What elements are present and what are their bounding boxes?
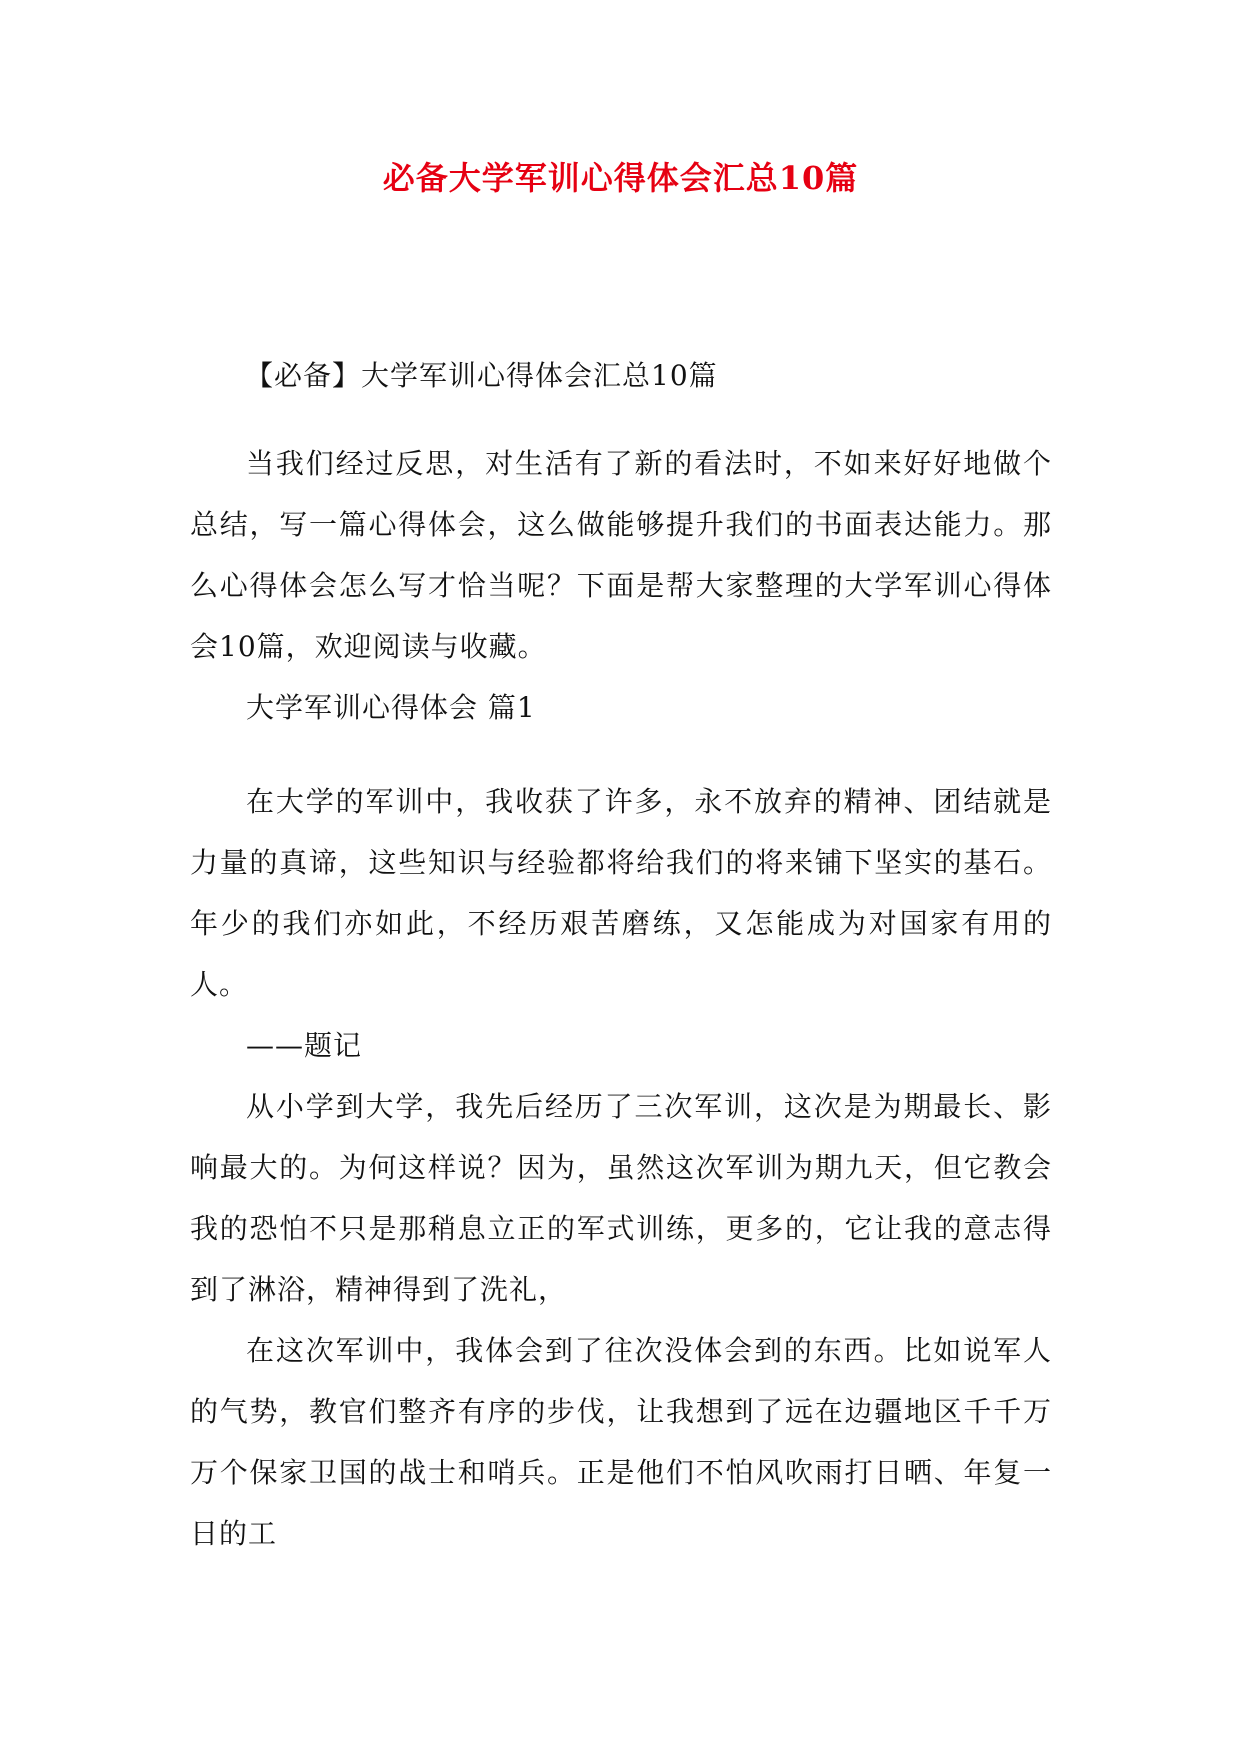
section-body (190, 771, 1052, 1564)
section-heading: 大学军训心得体会 篇1 (246, 691, 536, 724)
body-paragraph: 在这次军训中，我体会到了往次没体会到的东西。比如说军人的气势，教官们整齐有序的步伐，让我想到了远在边疆地区千千万万个保家卫国的战士和哨兵。正是他们不怕风吹雨打日晒、年复一日的工 (190, 1334, 1052, 1550)
body-paragraph: 从小学到大学，我先后经历了三次军训，这次是为期最长、影响最大的。为何这样说？因为，虽然这次军训为期九天，但它教会我的恐怕不只是那稍息立正的军式训练，更多的，它让我的意志得到了淋浴，精神得到了洗礼， (190, 1090, 1052, 1306)
intro-block (190, 433, 1052, 738)
body-paragraph: 在大学的军训中，我收获了许多，永不放弃的精神、团结就是力量的真谛，这些知识与经验都将给我们的将来铺下坚实的基石。年少的我们亦如此，不经历艰苦磨练，又怎能成为对国家有用的人。 (190, 785, 1052, 1001)
intro-paragraph: 当我们经过反思，对生活有了新的看法时，不如来好好地做个总结，写一篇心得体会，这么做能够提升我们的书面表达能力。那么心得体会怎么写才恰当呢？下面是帮大家整理的大学军训心得体会10篇，欢迎阅读与收藏。 (190, 447, 1052, 663)
document-subtitle: 【必备】大学军训心得体会汇总10篇 (245, 359, 718, 392)
document-title: 必备大学军训心得体会汇总10篇 (382, 159, 859, 197)
epigraph-attribution: ——题记 (246, 1029, 363, 1062)
